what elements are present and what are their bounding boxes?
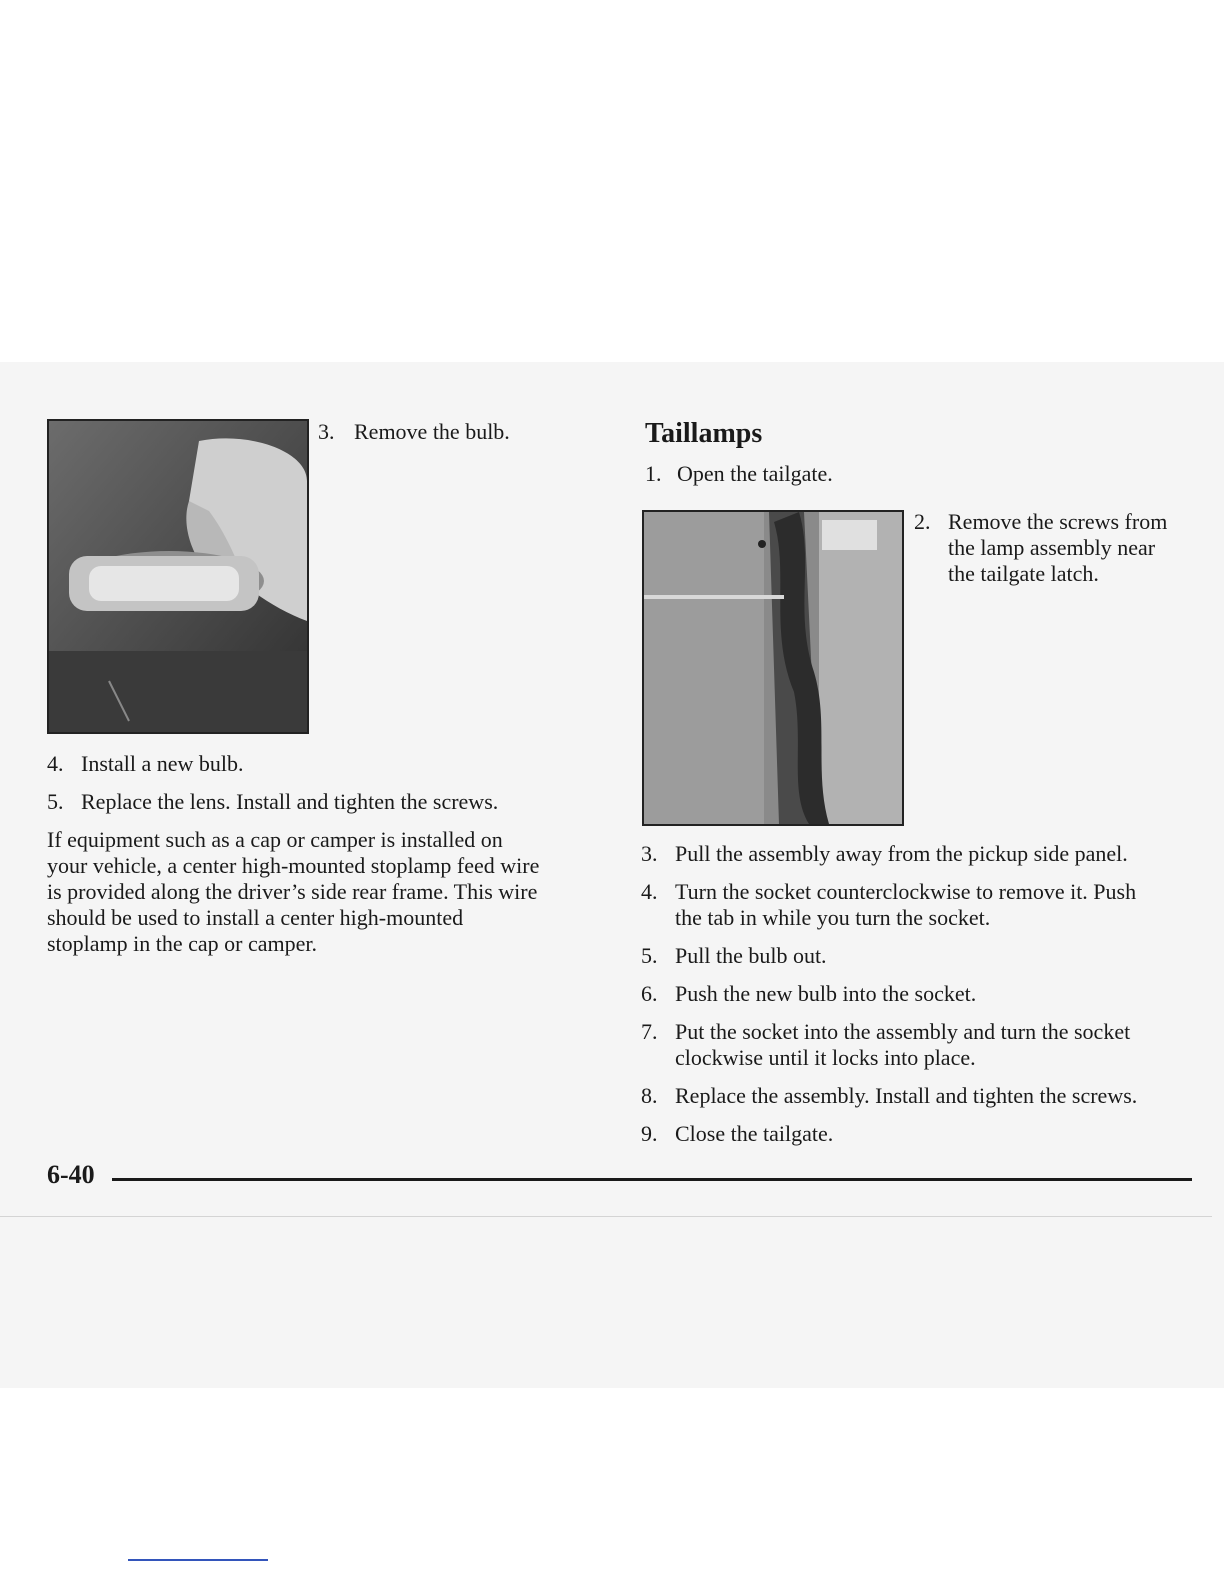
bottom-edge-mark bbox=[128, 1559, 268, 1561]
step-5-replace-lens bbox=[47, 789, 607, 815]
step-number: 3. bbox=[318, 419, 335, 444]
step-number: 4. bbox=[47, 751, 64, 776]
step-text-line: the tab in while you turn the socket. bbox=[675, 905, 991, 930]
step-number: 3. bbox=[641, 841, 658, 866]
note-line: your vehicle, a center high-mounted stoplamp feed wire bbox=[47, 853, 540, 878]
taillamp-step-8 bbox=[641, 1083, 1201, 1109]
taillamp-step-1 bbox=[645, 461, 1185, 487]
step-text: Remove the bulb. bbox=[354, 419, 510, 444]
step-text: Replace the assembly. Install and tighten the screws. bbox=[675, 1083, 1138, 1108]
step-text-line: Remove the screws from bbox=[948, 509, 1168, 534]
step-text: Pull the bulb out. bbox=[675, 943, 827, 968]
section-heading-taillamps: Taillamps bbox=[645, 418, 763, 449]
taillamp-step-7 bbox=[641, 1019, 1201, 1071]
step-3-remove-bulb bbox=[318, 419, 598, 445]
step-number: 5. bbox=[641, 943, 658, 968]
step-number: 4. bbox=[641, 879, 658, 904]
note-line: should be used to install a center high-mounted bbox=[47, 905, 464, 930]
step-number: 2. bbox=[914, 509, 931, 534]
step-number: 1. bbox=[645, 461, 662, 486]
step-text-line: clockwise until it locks into place. bbox=[675, 1045, 976, 1070]
taillamp-step-3 bbox=[641, 841, 1201, 867]
note-line: stoplamp in the cap or camper. bbox=[47, 931, 318, 956]
step-number: 6. bbox=[641, 981, 658, 1006]
camper-stoplamp-note bbox=[47, 827, 627, 957]
step-text-line: Put the socket into the assembly and turn the socket bbox=[675, 1019, 1131, 1044]
step-number: 8. bbox=[641, 1083, 658, 1108]
step-text: Close the tailgate. bbox=[675, 1121, 834, 1146]
step-text: Install a new bulb. bbox=[81, 751, 244, 776]
taillamp-step-4 bbox=[641, 879, 1201, 931]
step-text: Open the tailgate. bbox=[677, 461, 833, 486]
step-number: 7. bbox=[641, 1019, 658, 1044]
step-text-line: the tailgate latch. bbox=[948, 561, 1099, 586]
step-number: 5. bbox=[47, 789, 64, 814]
page-edge-line bbox=[0, 1216, 1212, 1217]
taillamp-step-6 bbox=[641, 981, 1201, 1007]
footer-rule bbox=[112, 1178, 1192, 1181]
step-text: Push the new bulb into the socket. bbox=[675, 981, 977, 1006]
step-number: 9. bbox=[641, 1121, 658, 1146]
bulb-removal-photo bbox=[47, 419, 309, 734]
tailgate-latch-photo bbox=[642, 510, 904, 826]
step-text: Replace the lens. Install and tighten the screws. bbox=[81, 789, 499, 814]
note-line: If equipment such as a cap or camper is installed on bbox=[47, 827, 503, 852]
step-text-line: the lamp assembly near bbox=[948, 535, 1156, 560]
taillamp-step-5 bbox=[641, 943, 1201, 969]
taillamp-step-2 bbox=[914, 509, 1204, 589]
step-text: Pull the assembly away from the pickup side panel. bbox=[675, 841, 1128, 866]
step-text-line: Turn the socket counterclockwise to remove it. Push bbox=[675, 879, 1137, 904]
note-line: is provided along the driver’s side rear frame. This wire bbox=[47, 879, 538, 904]
taillamp-step-9 bbox=[641, 1121, 1201, 1147]
page-number: 6-40 bbox=[47, 1160, 95, 1189]
step-4-install-bulb bbox=[47, 751, 607, 777]
